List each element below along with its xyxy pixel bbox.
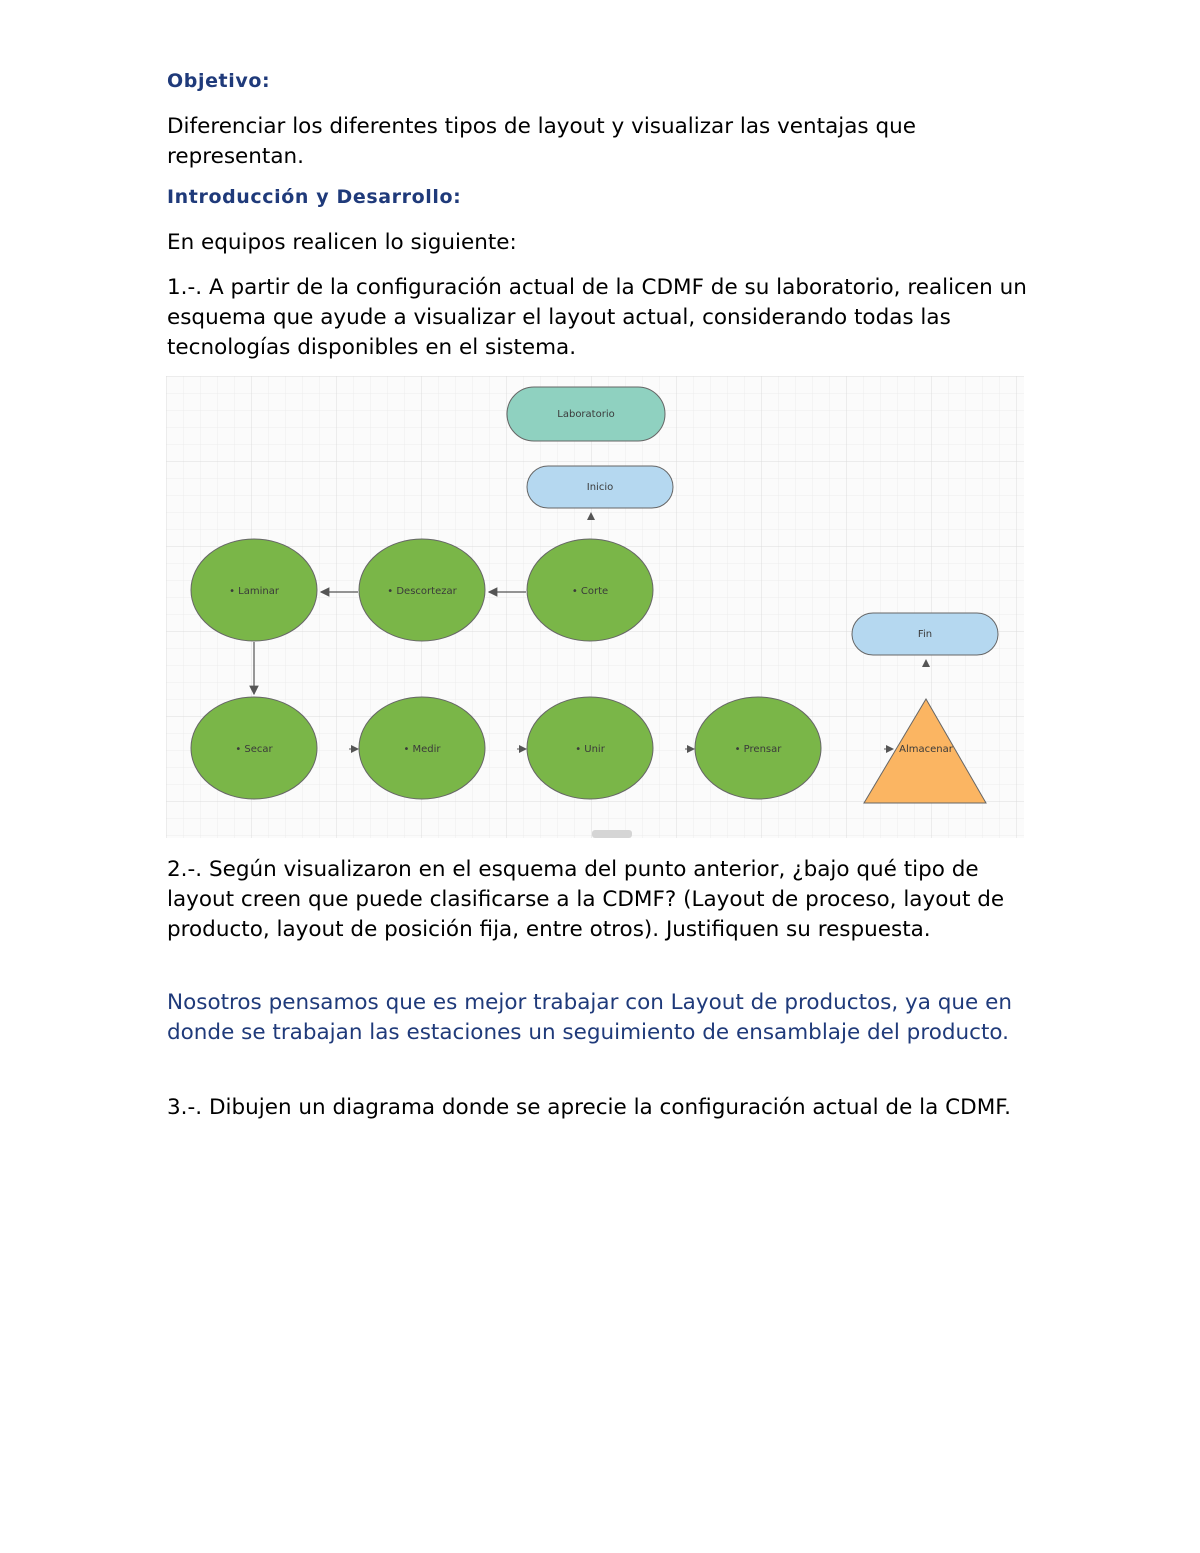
unir-label: • Unir: [575, 744, 605, 755]
prensar-node: [695, 697, 821, 799]
objective-heading: Objetivo:: [167, 70, 271, 92]
intro-text: En equipos realicen lo siguiente:: [167, 230, 517, 255]
medir-node: [359, 697, 485, 799]
unir-node: [527, 697, 653, 799]
objective-text: Diferenciar los diferentes tipos de layout y visualizar las ventajas que representan.: [167, 114, 916, 169]
descortezar-node: [359, 539, 485, 641]
answer-text: Nosotros pensamos que es mejor trabajar con Layout de productos, ya que en donde se trabajan las estaciones un seguimiento de ensamblaje del producto.: [167, 990, 1012, 1045]
laminar-node: [191, 539, 317, 641]
corte-node: [527, 539, 653, 641]
intro-heading: Introducción y Desarrollo:: [167, 186, 462, 208]
inicio-label: Inicio: [586, 482, 614, 493]
secar-label: • Secar: [235, 744, 273, 755]
inicio-node: [527, 466, 673, 508]
almacenar-label: Almacenar: [899, 744, 953, 755]
corte-label: • Corte: [571, 586, 609, 597]
descortezar-label: • Descortezar: [387, 586, 457, 597]
question-1: 1.-. A partir de la configuración actual de la CDMF de su laboratorio, realicen un esquema que ayude a visualizar el layout actual, considerando todas las tecnologías disponibles en el sistema.: [167, 275, 1027, 360]
question-2: 2.-. Según visualizaron en el esquema del punto anterior, ¿bajo qué tipo de layout creen que puede clasificarse a la CDMF? (Layout de proceso, layout de producto, layout de posición fija, entre otros). Justifiquen su respuesta.: [167, 857, 1005, 942]
prensar-label: • Prensar: [734, 744, 782, 755]
question-3: 3.-. Dibujen un diagrama donde se aprecie la configuración actual de la CDMF.: [167, 1095, 1011, 1120]
secar-node: [191, 697, 317, 799]
laminar-label: • Laminar: [229, 586, 279, 597]
fin-node: [852, 613, 998, 655]
medir-label: • Medir: [403, 744, 441, 755]
diagram-scroll-handle: [592, 830, 632, 838]
fin-label: Fin: [917, 629, 933, 640]
laboratorio-label: Laboratorio: [557, 409, 615, 420]
layout-diagram: [166, 376, 1024, 838]
laboratorio-node: [507, 387, 665, 441]
